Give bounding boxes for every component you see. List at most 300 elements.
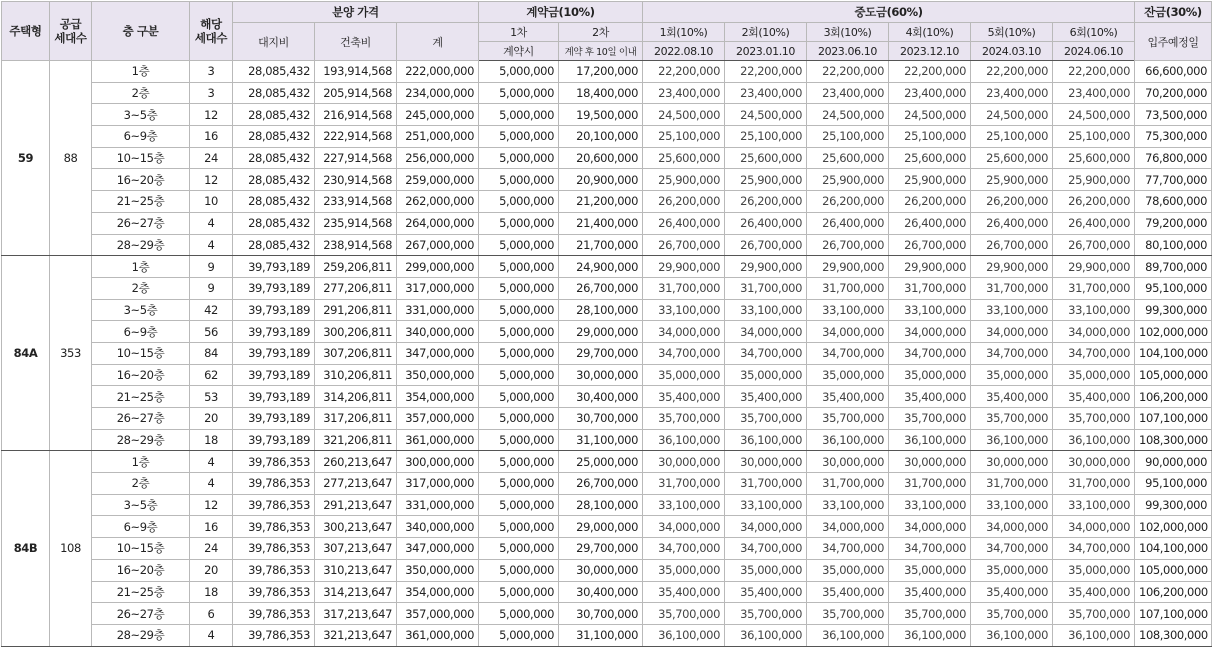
- interim-3-cell: 33,100,000: [807, 299, 889, 321]
- balance-cell: 102,000,000: [1135, 321, 1212, 343]
- header-interim-date-6: 2024.06.10: [1053, 42, 1135, 61]
- housing-type-cell: 59: [2, 61, 50, 256]
- units-cell: 9: [190, 277, 233, 299]
- floor-cell: 10~15층: [92, 342, 190, 364]
- balance-cell: 106,200,000: [1135, 581, 1212, 603]
- land-cost-cell: 39,786,353: [233, 581, 315, 603]
- table-row: [2, 321, 1212, 343]
- interim-2-cell: 33,100,000: [725, 299, 807, 321]
- header-balance: 잔금(30%): [1135, 2, 1212, 23]
- housing-type-cell: 84A: [2, 256, 50, 451]
- units-cell: 84: [190, 342, 233, 364]
- interim-2-cell: 35,000,000: [725, 559, 807, 581]
- interim-4-cell: 33,100,000: [889, 494, 971, 516]
- deposit-2-cell: 17,200,000: [559, 61, 643, 83]
- interim-3-cell: 26,200,000: [807, 191, 889, 213]
- total-cell: 347,000,000: [397, 538, 479, 560]
- land-cost-cell: 39,793,189: [233, 429, 315, 451]
- interim-2-cell: 36,100,000: [725, 624, 807, 646]
- deposit-1-cell: 5,000,000: [479, 191, 559, 213]
- build-cost-cell: 307,213,647: [315, 538, 397, 560]
- deposit-2-cell: 29,000,000: [559, 516, 643, 538]
- build-cost-cell: 321,206,811: [315, 429, 397, 451]
- interim-5-cell: 29,900,000: [971, 256, 1053, 278]
- total-cell: 340,000,000: [397, 516, 479, 538]
- deposit-1-cell: 5,000,000: [479, 364, 559, 386]
- floor-cell: 28~29층: [92, 624, 190, 646]
- total-cell: 234,000,000: [397, 82, 479, 104]
- interim-6-cell: 31,700,000: [1053, 473, 1135, 495]
- build-cost-cell: 227,914,568: [315, 147, 397, 169]
- deposit-2-cell: 20,100,000: [559, 126, 643, 148]
- build-cost-cell: 310,206,811: [315, 364, 397, 386]
- balance-cell: 79,200,000: [1135, 212, 1212, 234]
- interim-5-cell: 26,700,000: [971, 234, 1053, 256]
- build-cost-cell: 307,206,811: [315, 342, 397, 364]
- land-cost-cell: 28,085,432: [233, 82, 315, 104]
- interim-3-cell: 36,100,000: [807, 624, 889, 646]
- interim-2-cell: 35,400,000: [725, 386, 807, 408]
- deposit-1-cell: 5,000,000: [479, 277, 559, 299]
- interim-6-cell: 36,100,000: [1053, 624, 1135, 646]
- deposit-2-cell: 26,700,000: [559, 277, 643, 299]
- units-cell: 53: [190, 386, 233, 408]
- floor-cell: 3~5층: [92, 494, 190, 516]
- interim-1-cell: 33,100,000: [643, 299, 725, 321]
- interim-3-cell: 35,000,000: [807, 559, 889, 581]
- deposit-1-cell: 5,000,000: [479, 494, 559, 516]
- build-cost-cell: 291,206,811: [315, 299, 397, 321]
- floor-cell: 16~20층: [92, 169, 190, 191]
- table-row: [2, 451, 1212, 473]
- interim-1-cell: 35,000,000: [643, 559, 725, 581]
- deposit-1-cell: 5,000,000: [479, 299, 559, 321]
- interim-2-cell: 35,700,000: [725, 408, 807, 430]
- build-cost-cell: 310,213,647: [315, 559, 397, 581]
- interim-3-cell: 24,500,000: [807, 104, 889, 126]
- interim-6-cell: 26,400,000: [1053, 212, 1135, 234]
- balance-cell: 107,100,000: [1135, 603, 1212, 625]
- interim-5-cell: 35,000,000: [971, 559, 1053, 581]
- balance-cell: 107,100,000: [1135, 408, 1212, 430]
- header-interim-1: 1회(10%): [643, 23, 725, 42]
- interim-5-cell: 25,100,000: [971, 126, 1053, 148]
- interim-4-cell: 31,700,000: [889, 473, 971, 495]
- deposit-1-cell: 5,000,000: [479, 581, 559, 603]
- interim-2-cell: 31,700,000: [725, 473, 807, 495]
- interim-4-cell: 31,700,000: [889, 277, 971, 299]
- interim-1-cell: 25,100,000: [643, 126, 725, 148]
- build-cost-cell: 314,206,811: [315, 386, 397, 408]
- interim-4-cell: 25,600,000: [889, 147, 971, 169]
- total-cell: 259,000,000: [397, 169, 479, 191]
- land-cost-cell: 39,793,189: [233, 321, 315, 343]
- table-row: [2, 603, 1212, 625]
- header-interim-date-5: 2024.03.10: [971, 42, 1053, 61]
- interim-2-cell: 31,700,000: [725, 277, 807, 299]
- balance-cell: 106,200,000: [1135, 386, 1212, 408]
- build-cost-cell: 260,213,647: [315, 451, 397, 473]
- balance-cell: 90,000,000: [1135, 451, 1212, 473]
- units-cell: 18: [190, 429, 233, 451]
- balance-cell: 77,700,000: [1135, 169, 1212, 191]
- supply-units-cell: 88: [50, 61, 92, 256]
- floor-cell: 1층: [92, 451, 190, 473]
- floor-cell: 1층: [92, 61, 190, 83]
- table-row: [2, 169, 1212, 191]
- units-cell: 56: [190, 321, 233, 343]
- total-cell: 357,000,000: [397, 603, 479, 625]
- interim-1-cell: 35,700,000: [643, 603, 725, 625]
- supply-units-cell: 108: [50, 451, 92, 646]
- deposit-2-cell: 29,700,000: [559, 538, 643, 560]
- land-cost-cell: 39,793,189: [233, 256, 315, 278]
- interim-4-cell: 24,500,000: [889, 104, 971, 126]
- interim-4-cell: 26,200,000: [889, 191, 971, 213]
- total-cell: 317,000,000: [397, 277, 479, 299]
- header-sale-price: 분양 가격: [233, 2, 479, 23]
- header-units: 해당 세대수: [190, 2, 233, 61]
- deposit-1-cell: 5,000,000: [479, 82, 559, 104]
- table-row: [2, 559, 1212, 581]
- build-cost-cell: 230,914,568: [315, 169, 397, 191]
- total-cell: 267,000,000: [397, 234, 479, 256]
- interim-3-cell: 35,700,000: [807, 408, 889, 430]
- balance-cell: 108,300,000: [1135, 624, 1212, 646]
- table-row: [2, 342, 1212, 364]
- interim-5-cell: 24,500,000: [971, 104, 1053, 126]
- build-cost-cell: 321,213,647: [315, 624, 397, 646]
- deposit-1-cell: 5,000,000: [479, 408, 559, 430]
- deposit-2-cell: 30,000,000: [559, 364, 643, 386]
- interim-6-cell: 35,000,000: [1053, 364, 1135, 386]
- interim-2-cell: 33,100,000: [725, 494, 807, 516]
- deposit-2-cell: 30,400,000: [559, 581, 643, 603]
- interim-6-cell: 35,400,000: [1053, 386, 1135, 408]
- table-row: [2, 299, 1212, 321]
- interim-4-cell: 33,100,000: [889, 299, 971, 321]
- units-cell: 42: [190, 299, 233, 321]
- table-header: [2, 2, 1212, 61]
- interim-3-cell: 26,700,000: [807, 234, 889, 256]
- floor-cell: 10~15층: [92, 147, 190, 169]
- build-cost-cell: 314,213,647: [315, 581, 397, 603]
- interim-1-cell: 33,100,000: [643, 494, 725, 516]
- total-cell: 354,000,000: [397, 581, 479, 603]
- table-row: [2, 516, 1212, 538]
- interim-3-cell: 34,000,000: [807, 321, 889, 343]
- interim-4-cell: 35,000,000: [889, 364, 971, 386]
- interim-2-cell: 34,700,000: [725, 342, 807, 364]
- interim-2-cell: 24,500,000: [725, 104, 807, 126]
- table-row: [2, 126, 1212, 148]
- interim-5-cell: 26,400,000: [971, 212, 1053, 234]
- land-cost-cell: 28,085,432: [233, 191, 315, 213]
- total-cell: 350,000,000: [397, 364, 479, 386]
- build-cost-cell: 317,206,811: [315, 408, 397, 430]
- units-cell: 10: [190, 191, 233, 213]
- interim-2-cell: 35,400,000: [725, 581, 807, 603]
- interim-1-cell: 36,100,000: [643, 624, 725, 646]
- interim-4-cell: 35,700,000: [889, 408, 971, 430]
- units-cell: 24: [190, 147, 233, 169]
- deposit-1-cell: 5,000,000: [479, 603, 559, 625]
- interim-3-cell: 34,700,000: [807, 538, 889, 560]
- interim-3-cell: 35,400,000: [807, 386, 889, 408]
- deposit-2-cell: 20,600,000: [559, 147, 643, 169]
- interim-3-cell: 25,900,000: [807, 169, 889, 191]
- deposit-1-cell: 5,000,000: [479, 212, 559, 234]
- land-cost-cell: 28,085,432: [233, 169, 315, 191]
- interim-1-cell: 34,000,000: [643, 321, 725, 343]
- interim-5-cell: 36,100,000: [971, 624, 1053, 646]
- header-supply-units: 공급 세대수: [50, 2, 92, 61]
- interim-5-cell: 31,700,000: [971, 473, 1053, 495]
- interim-6-cell: 33,100,000: [1053, 494, 1135, 516]
- deposit-2-cell: 30,000,000: [559, 559, 643, 581]
- balance-cell: 108,300,000: [1135, 429, 1212, 451]
- floor-cell: 3~5층: [92, 299, 190, 321]
- deposit-1-cell: 5,000,000: [479, 451, 559, 473]
- interim-6-cell: 35,400,000: [1053, 581, 1135, 603]
- build-cost-cell: 277,213,647: [315, 473, 397, 495]
- build-cost-cell: 235,914,568: [315, 212, 397, 234]
- interim-1-cell: 23,400,000: [643, 82, 725, 104]
- header-deposit-1: 1차: [479, 23, 559, 42]
- land-cost-cell: 39,786,353: [233, 451, 315, 473]
- interim-2-cell: 26,400,000: [725, 212, 807, 234]
- interim-2-cell: 26,200,000: [725, 191, 807, 213]
- deposit-2-cell: 21,700,000: [559, 234, 643, 256]
- deposit-2-cell: 26,700,000: [559, 473, 643, 495]
- interim-3-cell: 33,100,000: [807, 494, 889, 516]
- deposit-2-cell: 28,100,000: [559, 494, 643, 516]
- table-row: [2, 104, 1212, 126]
- header-interim-3: 3회(10%): [807, 23, 889, 42]
- interim-2-cell: 30,000,000: [725, 451, 807, 473]
- total-cell: 331,000,000: [397, 299, 479, 321]
- floor-cell: 2층: [92, 82, 190, 104]
- balance-cell: 95,100,000: [1135, 473, 1212, 495]
- interim-6-cell: 24,500,000: [1053, 104, 1135, 126]
- interim-6-cell: 35,700,000: [1053, 603, 1135, 625]
- header-interim: 중도금(60%): [643, 2, 1135, 23]
- interim-2-cell: 35,000,000: [725, 364, 807, 386]
- deposit-1-cell: 5,000,000: [479, 256, 559, 278]
- deposit-1-cell: 5,000,000: [479, 516, 559, 538]
- interim-5-cell: 31,700,000: [971, 277, 1053, 299]
- interim-2-cell: 34,700,000: [725, 538, 807, 560]
- interim-3-cell: 35,000,000: [807, 364, 889, 386]
- interim-4-cell: 35,700,000: [889, 603, 971, 625]
- interim-5-cell: 35,700,000: [971, 408, 1053, 430]
- interim-3-cell: 30,000,000: [807, 451, 889, 473]
- total-cell: 222,000,000: [397, 61, 479, 83]
- deposit-2-cell: 21,200,000: [559, 191, 643, 213]
- floor-cell: 6~9층: [92, 126, 190, 148]
- table-row: [2, 581, 1212, 603]
- header-interim-4: 4회(10%): [889, 23, 971, 42]
- header-interim-date-3: 2023.06.10: [807, 42, 889, 61]
- interim-5-cell: 34,700,000: [971, 538, 1053, 560]
- interim-2-cell: 34,000,000: [725, 516, 807, 538]
- land-cost-cell: 39,786,353: [233, 494, 315, 516]
- total-cell: 251,000,000: [397, 126, 479, 148]
- deposit-1-cell: 5,000,000: [479, 342, 559, 364]
- balance-cell: 66,600,000: [1135, 61, 1212, 83]
- build-cost-cell: 317,213,647: [315, 603, 397, 625]
- header-total: 계: [397, 23, 479, 61]
- table-row: [2, 61, 1212, 83]
- interim-2-cell: 22,200,000: [725, 61, 807, 83]
- table-row: [2, 212, 1212, 234]
- units-cell: 18: [190, 581, 233, 603]
- interim-1-cell: 31,700,000: [643, 277, 725, 299]
- header-interim-date-2: 2023.01.10: [725, 42, 807, 61]
- units-cell: 4: [190, 234, 233, 256]
- deposit-2-cell: 29,000,000: [559, 321, 643, 343]
- balance-cell: 105,000,000: [1135, 559, 1212, 581]
- interim-1-cell: 22,200,000: [643, 61, 725, 83]
- interim-1-cell: 35,700,000: [643, 408, 725, 430]
- land-cost-cell: 39,793,189: [233, 364, 315, 386]
- build-cost-cell: 300,213,647: [315, 516, 397, 538]
- balance-cell: 104,100,000: [1135, 538, 1212, 560]
- header-interim-2: 2회(10%): [725, 23, 807, 42]
- interim-4-cell: 30,000,000: [889, 451, 971, 473]
- units-cell: 3: [190, 61, 233, 83]
- interim-6-cell: 23,400,000: [1053, 82, 1135, 104]
- table-row: [2, 191, 1212, 213]
- total-cell: 299,000,000: [397, 256, 479, 278]
- interim-5-cell: 35,000,000: [971, 364, 1053, 386]
- interim-3-cell: 35,400,000: [807, 581, 889, 603]
- header-deposit: 계약금(10%): [479, 2, 643, 23]
- deposit-2-cell: 31,100,000: [559, 624, 643, 646]
- table-row: [2, 386, 1212, 408]
- housing-type-cell: 84B: [2, 451, 50, 646]
- interim-1-cell: 26,200,000: [643, 191, 725, 213]
- interim-6-cell: 30,000,000: [1053, 451, 1135, 473]
- units-cell: 20: [190, 408, 233, 430]
- land-cost-cell: 39,793,189: [233, 342, 315, 364]
- interim-6-cell: 34,700,000: [1053, 538, 1135, 560]
- units-cell: 12: [190, 494, 233, 516]
- floor-cell: 3~5층: [92, 104, 190, 126]
- interim-4-cell: 34,700,000: [889, 538, 971, 560]
- interim-1-cell: 30,000,000: [643, 451, 725, 473]
- build-cost-cell: 238,914,568: [315, 234, 397, 256]
- interim-4-cell: 35,400,000: [889, 581, 971, 603]
- interim-5-cell: 25,600,000: [971, 147, 1053, 169]
- interim-6-cell: 34,000,000: [1053, 516, 1135, 538]
- total-cell: 347,000,000: [397, 342, 479, 364]
- table-row: [2, 494, 1212, 516]
- header-housing-type: 주택형: [2, 2, 50, 61]
- interim-5-cell: 23,400,000: [971, 82, 1053, 104]
- deposit-1-cell: 5,000,000: [479, 429, 559, 451]
- interim-5-cell: 34,000,000: [971, 321, 1053, 343]
- header-interim-date-4: 2023.12.10: [889, 42, 971, 61]
- interim-6-cell: 26,700,000: [1053, 234, 1135, 256]
- total-cell: 357,000,000: [397, 408, 479, 430]
- interim-1-cell: 34,700,000: [643, 342, 725, 364]
- land-cost-cell: 28,085,432: [233, 234, 315, 256]
- total-cell: 354,000,000: [397, 386, 479, 408]
- floor-cell: 28~29층: [92, 429, 190, 451]
- table-row: [2, 82, 1212, 104]
- interim-1-cell: 35,000,000: [643, 364, 725, 386]
- table-row: [2, 256, 1212, 278]
- table-row: [2, 277, 1212, 299]
- build-cost-cell: 222,914,568: [315, 126, 397, 148]
- deposit-1-cell: 5,000,000: [479, 169, 559, 191]
- interim-1-cell: 34,000,000: [643, 516, 725, 538]
- deposit-2-cell: 30,700,000: [559, 603, 643, 625]
- deposit-2-cell: 31,100,000: [559, 429, 643, 451]
- deposit-1-cell: 5,000,000: [479, 234, 559, 256]
- build-cost-cell: 300,206,811: [315, 321, 397, 343]
- deposit-1-cell: 5,000,000: [479, 104, 559, 126]
- interim-5-cell: 25,900,000: [971, 169, 1053, 191]
- deposit-1-cell: 5,000,000: [479, 147, 559, 169]
- interim-4-cell: 25,900,000: [889, 169, 971, 191]
- deposit-1-cell: 5,000,000: [479, 61, 559, 83]
- interim-3-cell: 31,700,000: [807, 277, 889, 299]
- interim-1-cell: 29,900,000: [643, 256, 725, 278]
- land-cost-cell: 39,786,353: [233, 559, 315, 581]
- deposit-2-cell: 28,100,000: [559, 299, 643, 321]
- interim-5-cell: 36,100,000: [971, 429, 1053, 451]
- interim-3-cell: 35,700,000: [807, 603, 889, 625]
- balance-cell: 75,300,000: [1135, 126, 1212, 148]
- interim-5-cell: 22,200,000: [971, 61, 1053, 83]
- units-cell: 12: [190, 104, 233, 126]
- total-cell: 350,000,000: [397, 559, 479, 581]
- table-row: [2, 408, 1212, 430]
- interim-3-cell: 34,000,000: [807, 516, 889, 538]
- header-deposit-1-when: 계약시: [479, 42, 559, 61]
- land-cost-cell: 39,793,189: [233, 277, 315, 299]
- land-cost-cell: 39,786,353: [233, 538, 315, 560]
- land-cost-cell: 28,085,432: [233, 147, 315, 169]
- interim-3-cell: 23,400,000: [807, 82, 889, 104]
- header-land-cost: 대지비: [233, 23, 315, 61]
- interim-2-cell: 23,400,000: [725, 82, 807, 104]
- interim-4-cell: 34,700,000: [889, 342, 971, 364]
- deposit-2-cell: 29,700,000: [559, 342, 643, 364]
- total-cell: 340,000,000: [397, 321, 479, 343]
- land-cost-cell: 39,793,189: [233, 386, 315, 408]
- land-cost-cell: 28,085,432: [233, 104, 315, 126]
- floor-cell: 26~27층: [92, 603, 190, 625]
- interim-4-cell: 25,100,000: [889, 126, 971, 148]
- header-interim-6: 6회(10%): [1053, 23, 1135, 42]
- total-cell: 361,000,000: [397, 429, 479, 451]
- build-cost-cell: 233,914,568: [315, 191, 397, 213]
- interim-6-cell: 35,700,000: [1053, 408, 1135, 430]
- balance-cell: 89,700,000: [1135, 256, 1212, 278]
- table-row: [2, 473, 1212, 495]
- land-cost-cell: 39,793,189: [233, 408, 315, 430]
- deposit-2-cell: 30,700,000: [559, 408, 643, 430]
- floor-cell: 21~25층: [92, 386, 190, 408]
- header-interim-date-1: 2022.08.10: [643, 42, 725, 61]
- interim-5-cell: 35,700,000: [971, 603, 1053, 625]
- deposit-1-cell: 5,000,000: [479, 538, 559, 560]
- floor-cell: 6~9층: [92, 516, 190, 538]
- balance-cell: 102,000,000: [1135, 516, 1212, 538]
